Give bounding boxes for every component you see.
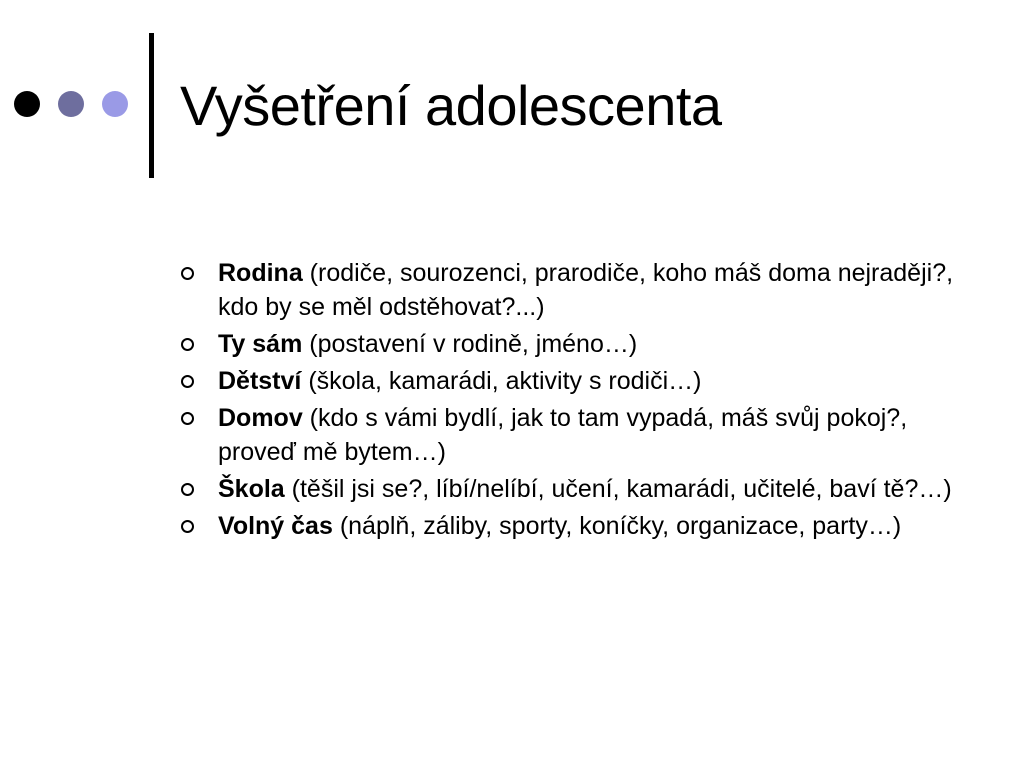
list-item [181, 327, 971, 361]
slide-title: Vyšetření adolescenta [180, 74, 722, 137]
bullet-term: Škola [218, 475, 285, 503]
bullet-circle-icon [181, 338, 194, 351]
bullet-circle-icon [181, 520, 194, 533]
list-item [181, 256, 971, 324]
list-item [181, 509, 971, 543]
title-divider [149, 33, 154, 178]
list-item [181, 401, 971, 469]
bullet-detail: (postavení v rodině, jméno…) [302, 330, 638, 358]
bullet-circle-icon [181, 412, 194, 425]
bullet-detail: (kdo s vámi bydlí, jak to tam vypadá, máš svůj pokoj?, proveď mě bytem…) [218, 404, 908, 466]
bullet-term: Rodina [218, 259, 303, 287]
bullet-term: Volný čas [218, 512, 333, 540]
light-blue-dot-icon [102, 91, 128, 117]
bullet-term: Ty sám [218, 330, 303, 358]
decorative-dots [14, 91, 134, 117]
list-item [181, 472, 971, 506]
bullet-detail: (škola, kamarádi, aktivity s rodiči…) [301, 367, 702, 395]
bullet-circle-icon [181, 483, 194, 496]
bullet-list [181, 256, 971, 546]
gray-blue-dot-icon [58, 91, 84, 117]
black-dot-icon [14, 91, 40, 117]
bullet-detail: (těšil jsi se?, líbí/nelíbí, učení, kamarádi, učitelé, baví tě?…) [284, 475, 952, 503]
bullet-term: Dětství [218, 367, 302, 395]
bullet-circle-icon [181, 375, 194, 388]
bullet-detail: (náplň, záliby, sporty, koníčky, organizace, party…) [332, 512, 902, 540]
list-item [181, 364, 971, 398]
bullet-term: Domov [218, 404, 303, 432]
bullet-circle-icon [181, 267, 194, 280]
bullet-detail: (rodiče, sourozenci, prarodiče, koho máš doma nejraději?, kdo by se měl odstěhovat?...) [218, 259, 954, 321]
